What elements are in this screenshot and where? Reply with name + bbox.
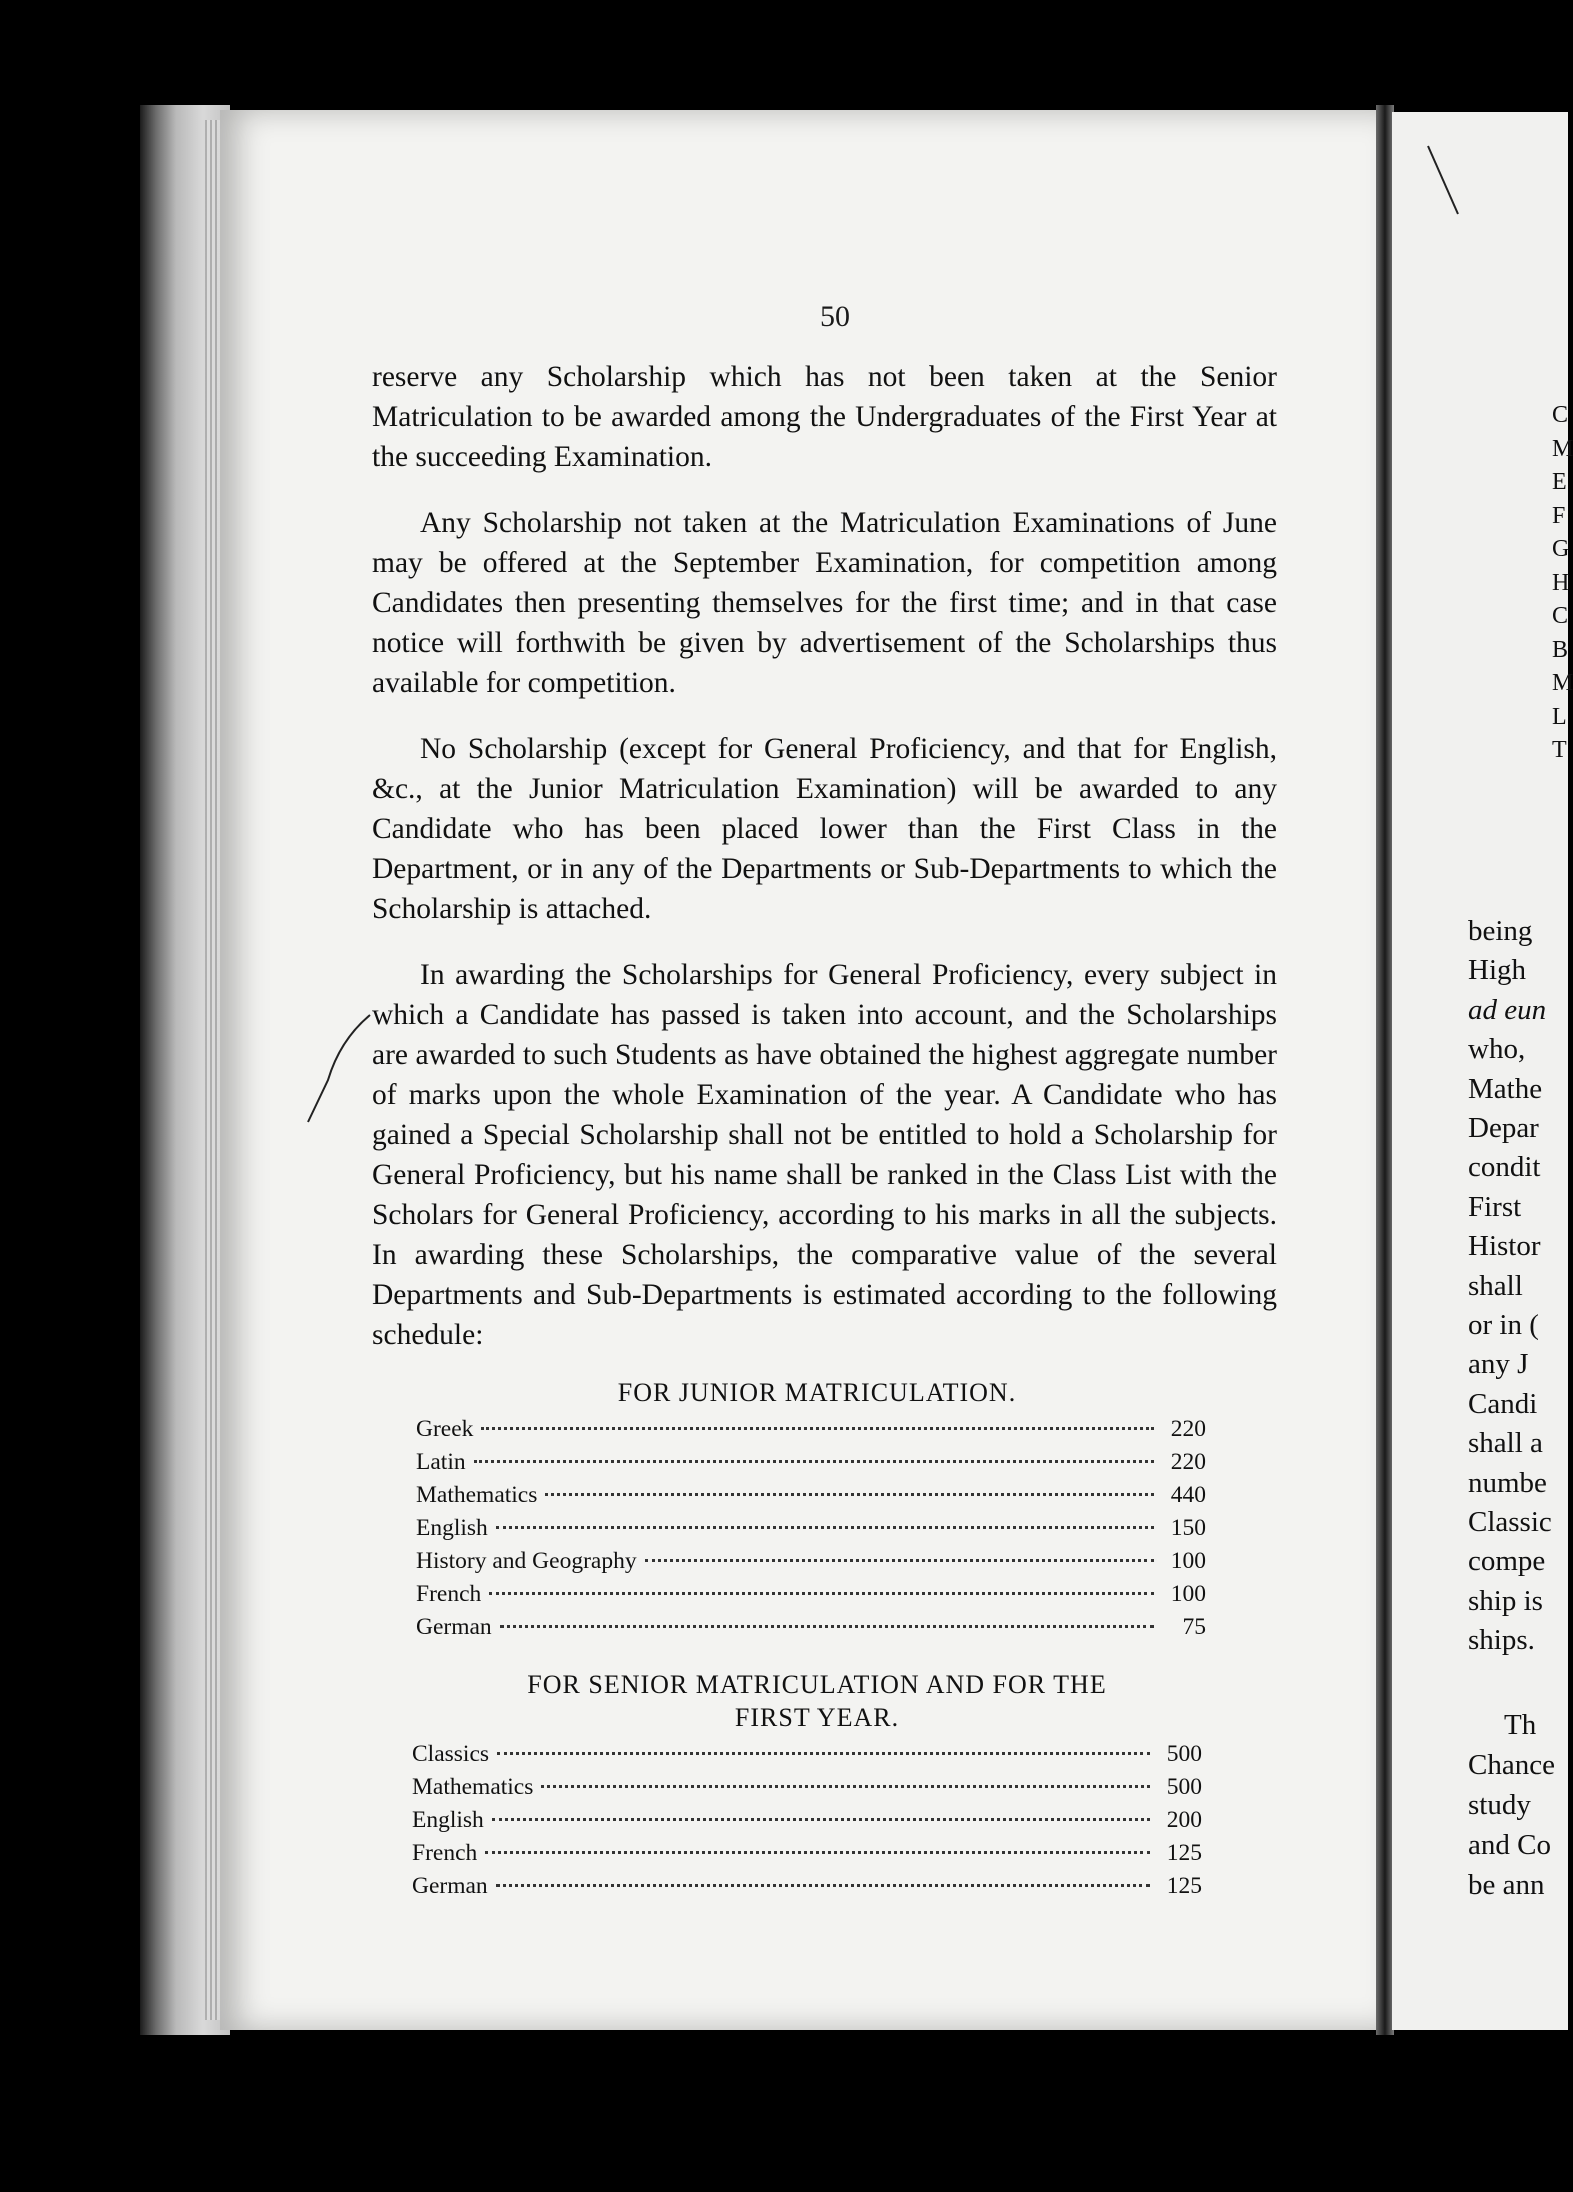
table-row <box>412 1771 1202 1804</box>
table-row <box>416 1545 1206 1578</box>
dot-leader <box>496 1884 1150 1887</box>
paragraph-general-proficiency: In awarding the Scholarships for General Proficiency, every subject in which a Candidate has passed is taken into account, and the Scholarships are awarded to such Students as have obtained the highest aggregate number of marks upon the whole Examination of the year. A Candidate who has gained a Special Scholarship shall not be entitled to hold a Scholarship for General Proficiency, but his name shall be ranked in the Class List with the Scholars for General Proficiency, according to his marks in all the subjects. In awarding these Scholarships, the comparative value of the several Departments and Sub-Departments is estimated according to the following schedule: <box>372 959 1277 1351</box>
right-page-line: Depar <box>1468 1112 1539 1144</box>
marks-value: 100 <box>1170 1548 1206 1574</box>
marks-value: 220 <box>1170 1449 1206 1475</box>
right-page-letter: T <box>1552 737 1567 763</box>
subject-label: Mathematics <box>416 1482 538 1508</box>
right-page-line: compe <box>1468 1545 1546 1578</box>
subject-label: English <box>412 1807 484 1833</box>
right-page-line: Candi <box>1468 1387 1538 1420</box>
right-page-letter: C <box>1552 402 1569 428</box>
subject-label: History and Geography <box>416 1548 637 1574</box>
right-page-line: be ann <box>1468 1869 1545 1901</box>
dot-leader <box>485 1851 1150 1854</box>
senior-table-heading-line2: FIRST YEAR. <box>734 1703 900 1732</box>
dot-leader <box>474 1460 1154 1463</box>
right-page-line: Classic <box>1468 1506 1552 1538</box>
marks-value: 500 <box>1166 1774 1202 1800</box>
right-page-line: Mathe <box>1468 1072 1543 1105</box>
subject-label: English <box>416 1515 488 1541</box>
right-page-line: shall <box>1468 1269 1523 1302</box>
dot-leader <box>497 1752 1150 1755</box>
right-page-letter: E <box>1552 469 1567 495</box>
margin-pencil-mark <box>300 1010 380 1130</box>
subject-label: Classics <box>412 1741 490 1767</box>
right-page-letter: L <box>1552 703 1567 730</box>
body-text <box>372 357 1277 1381</box>
right-page-line: and Co <box>1468 1829 1551 1861</box>
subject-label: French <box>412 1840 478 1866</box>
right-page-line: shall a <box>1468 1427 1543 1460</box>
page-number: 50 <box>820 300 850 333</box>
right-page-line: study <box>1468 1789 1531 1821</box>
paragraph-continuation: reserve any Scholarship which has not been taken at the Senior Matriculation to be awarded among the Undergraduates of the First Year at the succeeding Examination. <box>372 361 1277 473</box>
right-page-letter: B <box>1552 636 1569 663</box>
dot-leader <box>496 1526 1154 1529</box>
senior-marks-table <box>412 1738 1202 1903</box>
page-edges <box>205 120 221 2020</box>
subject-label: Mathematics <box>412 1774 534 1800</box>
right-page <box>1392 112 1573 2030</box>
dot-leader <box>481 1427 1154 1430</box>
right-page-line: ship is <box>1468 1584 1543 1617</box>
marks-value: 150 <box>1170 1515 1206 1541</box>
marks-value: 125 <box>1166 1873 1202 1899</box>
right-page-letter: G <box>1552 536 1570 562</box>
marks-value: 75 <box>1182 1614 1206 1640</box>
table-row <box>416 1611 1206 1644</box>
table-row <box>416 1512 1206 1545</box>
marks-value: 220 <box>1170 1416 1206 1442</box>
table-row <box>412 1738 1202 1771</box>
right-page-letter: C <box>1552 603 1569 629</box>
right-page-line: Chance <box>1468 1749 1555 1781</box>
right-page-letter: F <box>1552 502 1566 529</box>
right-page-line: or in ( <box>1468 1309 1539 1341</box>
junior-marks-table <box>416 1413 1206 1644</box>
right-page-line: any J <box>1468 1348 1529 1381</box>
right-page-letter: M <box>1552 670 1573 696</box>
subject-label: German <box>416 1614 492 1640</box>
marks-value: 125 <box>1166 1840 1202 1866</box>
right-page-letter: H <box>1552 569 1570 596</box>
marks-value: 200 <box>1166 1807 1202 1833</box>
dot-leader <box>541 1785 1150 1788</box>
right-page-line: Histor <box>1468 1230 1541 1263</box>
dot-leader <box>492 1818 1150 1821</box>
subject-label: German <box>412 1873 488 1899</box>
right-page-line: who, <box>1468 1033 1526 1066</box>
table-row <box>416 1446 1206 1479</box>
right-page-line: condit <box>1468 1151 1541 1184</box>
table-row <box>412 1804 1202 1837</box>
paragraph-unclaimed-scholarships: Any Scholarship not taken at the Matriculation Examinations of June may be offered at the September Examination, for competition among Candidates then presenting themselves for the first time; and in that case notice will forthwith be given by advertisement of the Scholarships thus available for competition. <box>372 507 1277 699</box>
senior-table-heading-line1: FOR SENIOR MATRICULATION AND FOR THE <box>527 1670 1107 1699</box>
table-row <box>412 1837 1202 1870</box>
right-page-line: being <box>1468 915 1533 947</box>
table-row <box>416 1479 1206 1512</box>
right-page-line: ships. <box>1468 1624 1535 1657</box>
paragraph-first-class-requirement: No Scholarship (except for General Proficiency, and that for English, &c., at the Junior Matriculation Examination) will be awarded to any Candidate who has been placed lower than the First Class in the Department, or in any of the Departments or Sub-Departments to which the Scholarship is attached. <box>372 733 1277 925</box>
dot-leader <box>645 1559 1154 1562</box>
table-row <box>416 1578 1206 1611</box>
subject-label: Greek <box>416 1416 474 1442</box>
dot-leader <box>545 1493 1154 1496</box>
right-page-line: numbe <box>1468 1466 1547 1499</box>
right-page-line: ad eun <box>1468 993 1547 1026</box>
corner-mark <box>1424 142 1464 222</box>
right-page-letter: M <box>1552 435 1573 462</box>
junior-table-heading: FOR JUNIOR MATRICULATION. <box>617 1378 1017 1407</box>
dot-leader <box>489 1592 1154 1595</box>
right-page-line: High <box>1468 954 1526 987</box>
dot-leader <box>500 1625 1154 1628</box>
table-row <box>416 1413 1206 1446</box>
subject-label: French <box>416 1581 482 1607</box>
marks-value: 100 <box>1170 1581 1206 1607</box>
right-page-line: Th <box>1504 1709 1537 1741</box>
table-row <box>412 1870 1202 1903</box>
marks-value: 500 <box>1166 1741 1202 1767</box>
subject-label: Latin <box>416 1449 466 1475</box>
right-page-line: First <box>1468 1190 1522 1223</box>
marks-value: 440 <box>1170 1482 1206 1508</box>
